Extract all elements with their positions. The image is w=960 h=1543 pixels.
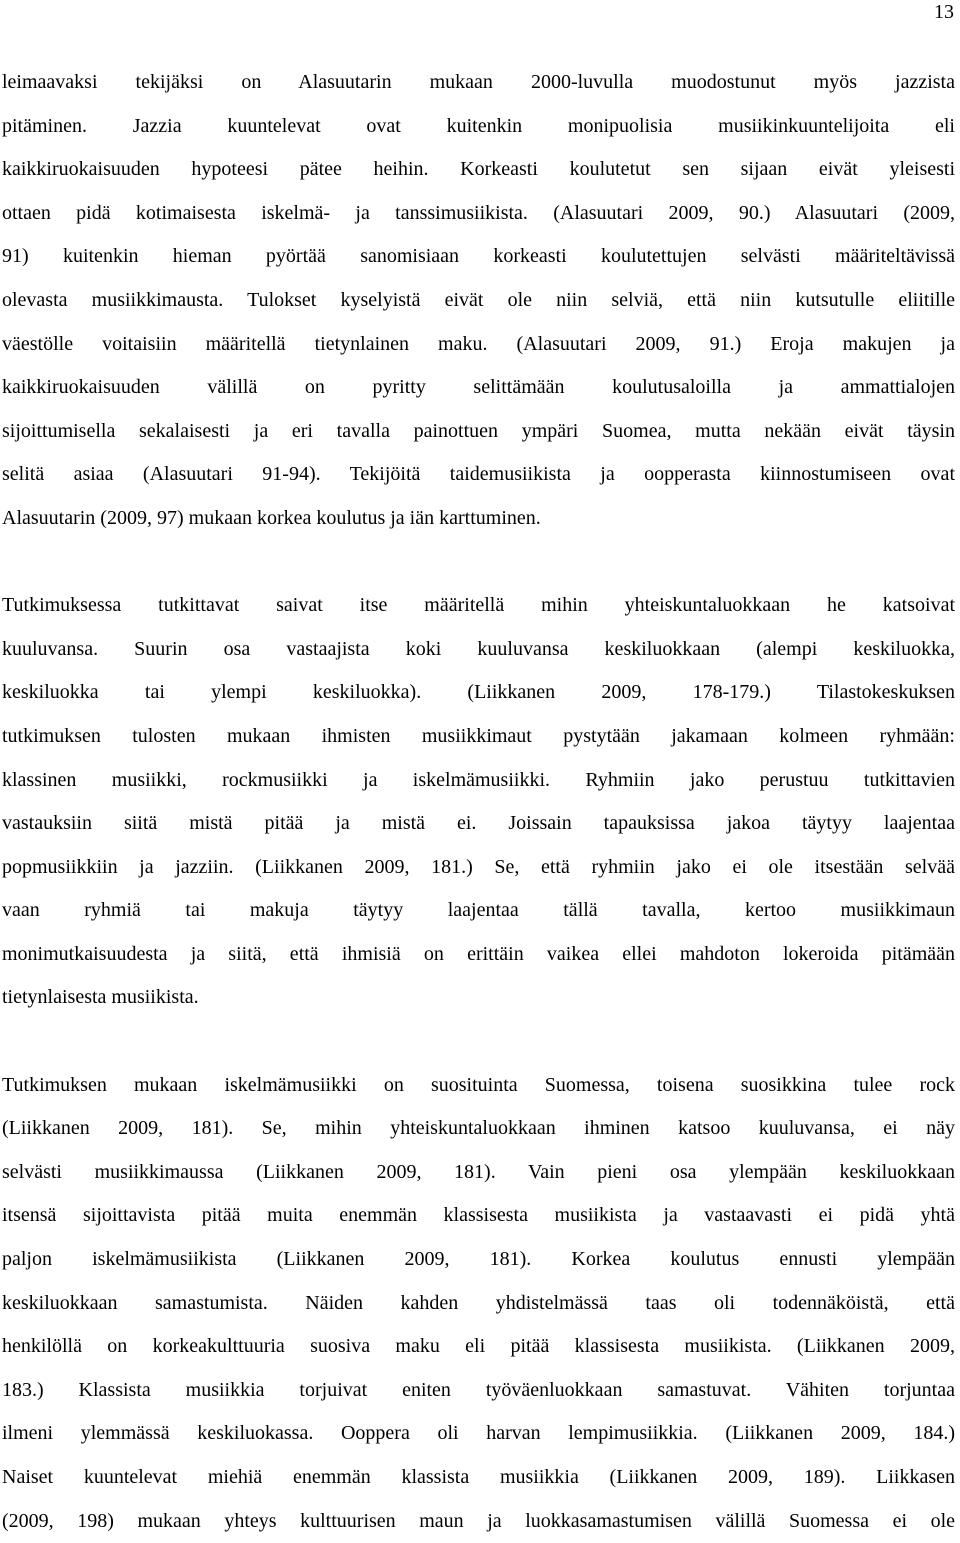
paragraph	[2, 1064, 955, 1543]
text-line: vastauksiin siitä mistä pitää ja mistä ei. Joissain tapauksissa jakoa täytyy laajentaa	[2, 812, 955, 835]
text-line: (2009, 198) mukaan yhteys kulttuurisen maun ja luokkasamastumisen välillä Suomessa ei ole	[2, 1509, 955, 1532]
text-line: pitäminen. Jazzia kuuntelevat ovat kuitenkin monipuolisia musiikinkuuntelijoita eli	[2, 114, 955, 137]
text-line: henkilöllä on korkeakulttuuria suosiva maku eli pitää klassisesta musiikista. (Liikkanen 2009,	[2, 1335, 955, 1358]
text-line: kaikkiruokaisuuden välillä on pyritty selittämään koulutusaloilla ja ammattialojen	[2, 376, 955, 399]
text-line: (Liikkanen 2009, 181). Se, mihin yhteiskuntaluokkaan ihminen katsoo kuuluvansa, ei näy	[2, 1117, 955, 1140]
text-line: leimaavaksi tekijäksi on Alasuutarin mukaan 2000-luvulla muodostunut myös jazzista	[2, 71, 955, 93]
text-line: tutkimuksen tulosten mukaan ihmisten musiikkimaut pystytään jakamaan kolmeen ryhmään:	[2, 724, 955, 747]
text-line: selvästi musiikkimaussa (Liikkanen 2009, 181). Vain pieni osa ylempään keskiluokkaan	[2, 1160, 955, 1183]
text-line: kaikkiruokaisuuden hypoteesi pätee heihin. Korkeasti koulutetut sen sijaan eivät yleisesti	[2, 158, 955, 181]
text-line: paljon iskelmämusiikista (Liikkanen 2009, 181). Korkea koulutus ennusti ylempään	[2, 1248, 955, 1271]
text-line: Alasuutarin (2009, 97) mukaan korkea koulutus ja iän karttuminen.	[2, 506, 541, 529]
paragraph-gap	[2, 541, 955, 585]
text-line: keskiluokka tai ylempi keskiluokka). (Liikkanen 2009, 178-179.) Tilastokeskuksen	[2, 681, 955, 704]
text-line: vaan ryhmiä tai makuja täytyy laajentaa tällä tavalla, kertoo musiikkimaun	[2, 899, 955, 922]
text-line: popmusiikkiin ja jazziin. (Liikkanen 2009, 181.) Se, että ryhmiin jako ei ole itsestään selvää	[2, 855, 955, 878]
body-text	[2, 61, 955, 1543]
text-line: selitä asiaa (Alasuutari 91-94). Tekijöitä taidemusiikista ja oopperasta kiinnostumiseen ovat	[2, 463, 955, 486]
text-line: ilmeni ylemmässä keskiluokassa. Ooppera oli harvan lempimusiikkia. (Liikkanen 2009, 184.)	[2, 1422, 955, 1445]
text-line: väestölle voitaisiin määritellä tietynlainen maku. (Alasuutari 2009, 91.) Eroja makujen ja	[2, 332, 955, 355]
paragraph	[2, 61, 955, 541]
text-line: 91) kuitenkin hieman pyörtää sanomisiaan korkeasti koulutettujen selvästi määriteltävissä	[2, 245, 955, 268]
text-line: kuuluvansa. Suurin osa vastaajista koki kuuluvansa keskiluokkaan (alempi keskiluokka,	[2, 637, 955, 660]
text-line: keskiluokkaan samastumista. Näiden kahden yhdistelmässä taas oli todennäköistä, että	[2, 1291, 955, 1314]
text-line: Tutkimuksessa tutkittavat saivat itse määritellä mihin yhteiskuntaluokkaan he katsoivat	[2, 594, 955, 617]
text-line: Naiset kuuntelevat miehiä enemmän klassista musiikkia (Liikkanen 2009, 189). Liikkasen	[2, 1466, 955, 1488]
text-line: olevasta musiikkimausta. Tulokset kyselyistä eivät ole niin selviä, että niin kutsutulle eliitille	[2, 288, 955, 311]
paragraph-gap	[2, 1020, 955, 1064]
text-line: tietynlaisesta musiikista.	[2, 986, 199, 1009]
text-line: monimutkaisuudesta ja siitä, että ihmisiä on erittäin vaikea ellei mahdoton lokeroida pitämään	[2, 942, 955, 965]
text-line: klassinen musiikki, rockmusiikki ja iskelmämusiikki. Ryhmiin jako perustuu tutkittavien	[2, 768, 955, 791]
text-line: ottaen pidä kotimaisesta iskelmä- ja tanssimusiikista. (Alasuutari 2009, 90.) Alasuutari (2009,	[2, 201, 955, 224]
text-line: itsensä sijoittavista pitää muita enemmän klassisesta musiikista ja vastaavasti ei pidä yhtä	[2, 1204, 955, 1227]
paragraph	[2, 584, 955, 1020]
page-number: 13	[934, 1, 954, 23]
text-line: Tutkimuksen mukaan iskelmämusiikki on suosituinta Suomessa, toisena suosikkina tulee rock	[2, 1073, 955, 1096]
text-line: sijoittumisella sekalaisesti ja eri tavalla painottuen ympäri Suomea, mutta nekään eivät täysin	[2, 419, 955, 442]
text-line: 183.) Klassista musiikkia torjuivat eniten työväenluokkaan samastuvat. Vähiten torjuntaa	[2, 1378, 955, 1401]
